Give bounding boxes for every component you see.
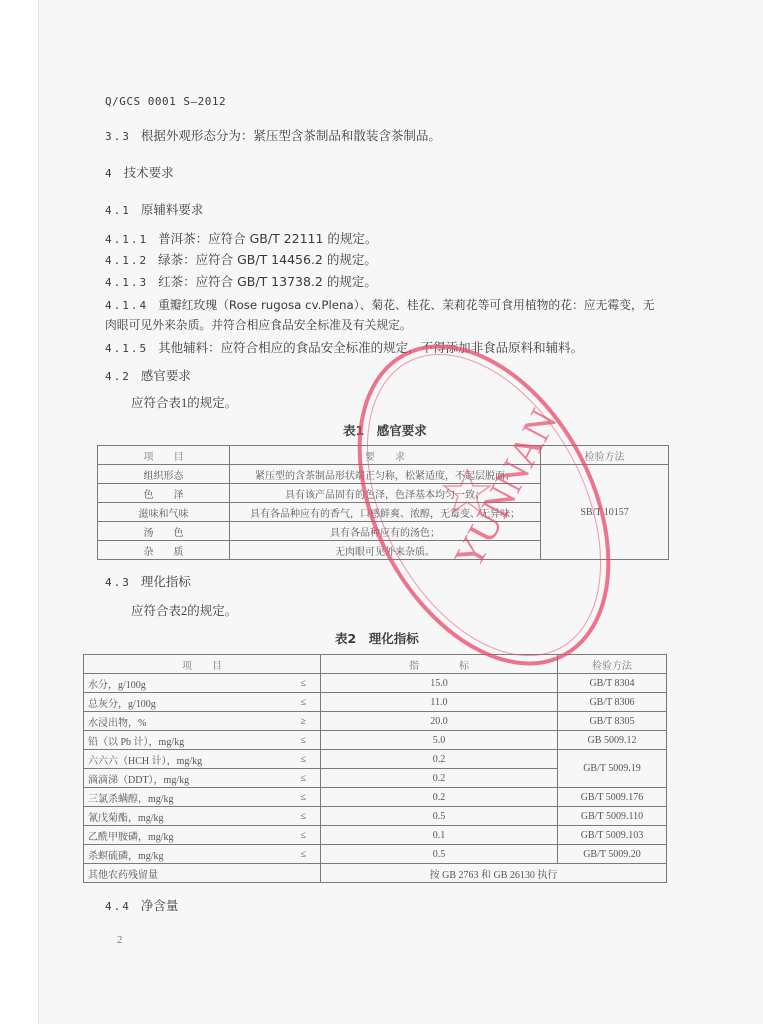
table-row (84, 807, 667, 826)
table2-cell-symbol: ≤ (282, 807, 321, 826)
table-row (84, 845, 667, 864)
table2-cell-item: 六六六（HCH 计），mg/kg (84, 750, 282, 769)
table2-cell-value: 5.0 (321, 731, 558, 750)
table2-cell-item: 滴滴涕（DDT），mg/kg (84, 769, 282, 788)
section-text: 感官要求 (140, 368, 191, 383)
section-3-3 (105, 126, 441, 144)
section-text: 理化指标 (140, 574, 191, 589)
table2-cell-method: GB/T 5009.20 (558, 845, 667, 864)
table2-caption: 表2 理化指标 (335, 631, 419, 646)
section-number: 4.1.3 (105, 276, 149, 289)
table2-cell-method: GB/T 5009.110 (558, 807, 667, 826)
table2-cell-symbol: ≥ (282, 712, 321, 731)
section-number: 4.1.5 (105, 342, 149, 355)
table1-cell-requirement: 具有各品种应有的香气，口感鲜爽、浓醇，无霉变、无异味； (229, 503, 540, 522)
table2-cell-item: 铅（以 Pb 计），mg/kg (84, 731, 282, 750)
table2-cell-value: 0.5 (321, 845, 558, 864)
table1-cell-item: 杂 质 (98, 541, 230, 560)
table1-cell-item: 滋味和气味 (98, 503, 230, 522)
table2-cell-value: 11.0 (321, 693, 558, 712)
table-row (84, 864, 667, 883)
section-text: 技术要求 (123, 165, 174, 180)
table2-cell-symbol: ≤ (282, 788, 321, 807)
table-row (84, 693, 667, 712)
section-number: 4.1.2 (105, 254, 149, 267)
table2-cell-value: 0.2 (321, 750, 558, 769)
table1-cell-requirement: 无肉眼可见外来杂质。 (229, 541, 540, 560)
table1-header-requirement: 要 求 (229, 446, 540, 465)
table2-cell-value: 20.0 (321, 712, 558, 731)
section-text: 净含量 (140, 898, 179, 913)
table2-cell-symbol: ≤ (282, 674, 321, 693)
table2-header-index: 指 标 (321, 655, 558, 674)
section-text: 普洱茶：应符合 GB/T 22111 的规定。 (158, 231, 378, 246)
section-4-3-body: 应符合表2的规定。 (131, 604, 238, 618)
page-number: 2 (117, 934, 123, 946)
company-seal-icon (339, 300, 639, 680)
section-number: 4.4 (105, 900, 131, 913)
section-number: 3.3 (105, 130, 131, 143)
table-row (84, 712, 667, 731)
table2-cell-symbol: ≤ (282, 693, 321, 712)
table2-header-method: 检验方法 (558, 655, 667, 674)
table-row (84, 826, 667, 845)
table2-cell-method: GB/T 8304 (558, 674, 667, 693)
physicochemical-table (83, 654, 667, 883)
table2-cell-item: 总灰分，g/100g (84, 693, 282, 712)
table2-cell-symbol: ≤ (282, 826, 321, 845)
section-number: 4.1 (105, 204, 131, 217)
table2-cell-value: 0.2 (321, 769, 558, 788)
table-row (84, 788, 667, 807)
section-text: 绿茶：应符合 GB/T 14456.2 的规定。 (158, 252, 377, 267)
table-row (84, 750, 667, 769)
table2-cell-symbol: ≤ (282, 731, 321, 750)
table-row (84, 731, 667, 750)
table1-cell-item: 汤 色 (98, 522, 230, 541)
table2-cell-item: 乙酰甲胺磷，mg/kg (84, 826, 282, 845)
table2-cell-method: GB/T 5009.176 (558, 788, 667, 807)
table2-cell-item: 其他农药残留量 (84, 864, 321, 883)
section-4-3 (105, 572, 191, 590)
section-4-4 (105, 896, 178, 914)
table2-cell-item: 水浸出物，% (84, 712, 282, 731)
table2-cell-value: 15.0 (321, 674, 558, 693)
table2-cell-method: GB 5009.12 (558, 731, 667, 750)
table2-cell-method: GB/T 5009.19 (558, 750, 667, 788)
table1-header-item: 项 目 (98, 446, 230, 465)
section-text: 红茶：应符合 GB/T 13738.2 的规定。 (158, 274, 377, 289)
section-text: 其他辅料：应符合相应的食品安全标准的规定，不得添加非食品原料和辅料。 (158, 340, 584, 355)
section-4-1-3 (105, 272, 377, 290)
section-4-1-2 (105, 250, 377, 268)
section-number: 4.1.4 (105, 299, 149, 312)
table2-cell-value: 按 GB 2763 和 GB 26130 执行 (321, 864, 667, 883)
table2-cell-symbol: ≤ (282, 769, 321, 788)
table2-cell-symbol: ≤ (282, 845, 321, 864)
section-4-2 (105, 366, 191, 384)
table2-cell-value: 0.2 (321, 788, 558, 807)
table1-cell-item: 组织形态 (98, 465, 230, 484)
doc-code: Q/GCS 0001 S—2012 (105, 95, 227, 108)
table2-cell-item: 水分，g/100g (84, 674, 282, 693)
table2-cell-value: 0.5 (321, 807, 558, 826)
table1-header-method: 检验方法 (541, 446, 669, 465)
table2-cell-item: 三氯杀螨醇，mg/kg (84, 788, 282, 807)
section-4-1-4-line2: 肉眼可见外来杂质。并符合相应食品安全标准及有关规定。 (105, 318, 412, 332)
table1-cell-requirement: 紧压型的含茶制品形状端正匀称，松紧适度，不起层脱面； (229, 465, 540, 484)
section-text: 原辅料要求 (140, 202, 204, 217)
table2-cell-item: 氰戊菊酯，mg/kg (84, 807, 282, 826)
table1-cell-requirement: 具有各品种应有的汤色； (229, 522, 540, 541)
section-text: 根据外观形态分为：紧压型含茶制品和散装含茶制品。 (140, 128, 441, 143)
section-4-1 (105, 200, 203, 218)
section-4 (105, 163, 174, 181)
table1-cell-method: SB/T 10157 (541, 465, 669, 560)
table2-cell-method: GB/T 5009.103 (558, 826, 667, 845)
table2-cell-value: 0.1 (321, 826, 558, 845)
section-text-line1: 重瓣红玫瑰（Rose rugosa cv.Plena）、菊花、桂花、茉莉花等可食用植物的花：应无霉变，无 (158, 298, 655, 312)
table2-cell-method: GB/T 8306 (558, 693, 667, 712)
section-4-2-body: 应符合表1的规定。 (131, 396, 238, 410)
table1-cell-item: 色 泽 (98, 484, 230, 503)
table2-header-item: 项 目 (84, 655, 321, 674)
section-number: 4.3 (105, 576, 131, 589)
seal-text: YUNNAN (444, 401, 567, 576)
document-page (38, 0, 763, 1024)
section-number: 4.1.1 (105, 233, 149, 246)
table1-cell-requirement: 具有该产品固有的色泽，色泽基本均匀一致； (229, 484, 540, 503)
section-4-1-1 (105, 229, 377, 247)
table1-caption: 表1 感官要求 (343, 423, 427, 438)
table2-cell-symbol: ≤ (282, 750, 321, 769)
section-number: 4 (105, 167, 114, 180)
table2-cell-item: 杀螟硫磷，mg/kg (84, 845, 282, 864)
section-number: 4.2 (105, 370, 131, 383)
table2-cell-method: GB/T 8305 (558, 712, 667, 731)
